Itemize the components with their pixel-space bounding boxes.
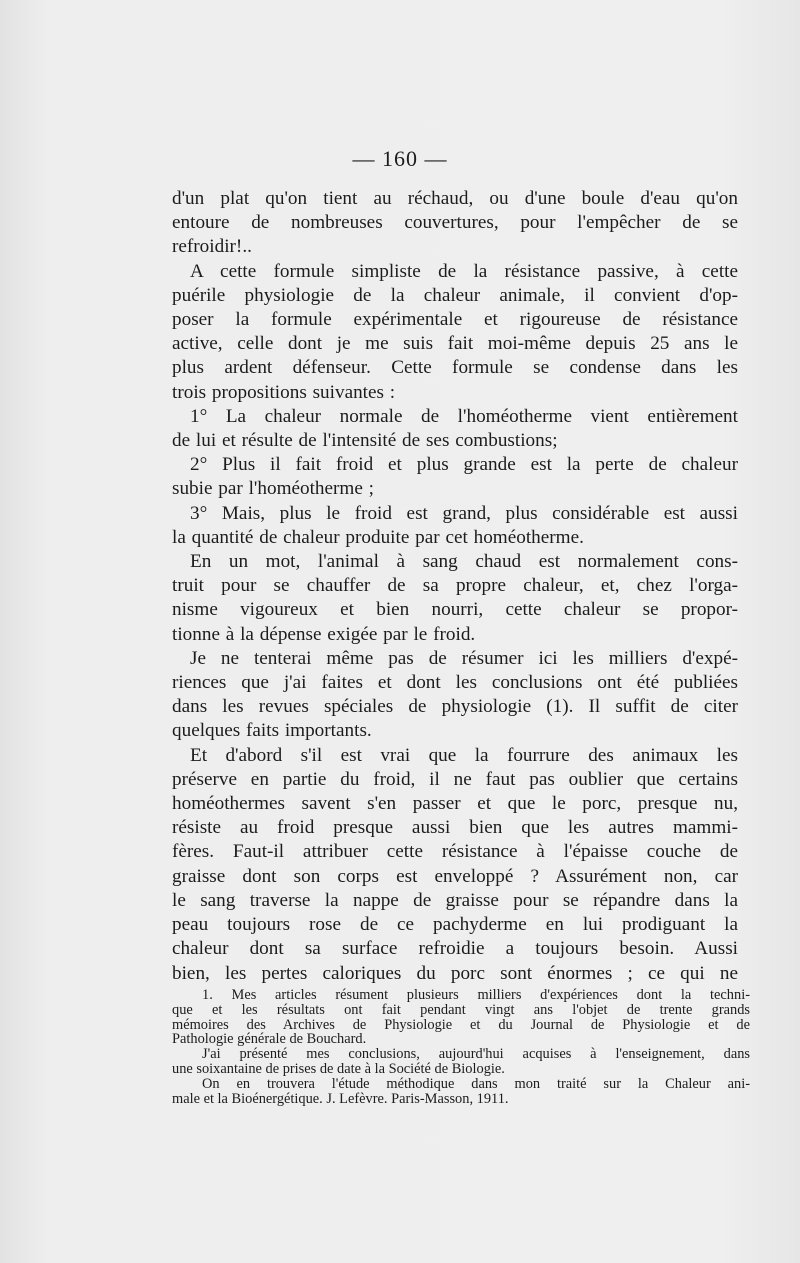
- text-line: graisse dont son corps est enveloppé ? Assurément non, car: [172, 865, 738, 887]
- text-line: homéothermes savent s'en passer et que le porc, presque nu,: [172, 793, 738, 815]
- text-line: 1° La chaleur normale de l'homéotherme vient entièrement: [190, 405, 738, 427]
- text-line: nisme vigoureux et bien nourri, cette chaleur se propor-: [172, 599, 738, 621]
- body-text: [172, 187, 738, 986]
- page-number: — 160 —: [352, 146, 448, 171]
- text-line: le sang traverse la nappe de graisse pour se répandre dans la: [172, 889, 738, 911]
- text-line: puérile physiologie de la chaleur animale, il convient d'op-: [172, 284, 738, 306]
- text-line: résiste au froid presque aussi bien que les autres mammi-: [172, 817, 738, 839]
- text-line: chaleur dont sa surface refroidie a toujours besoin. Aussi: [172, 938, 738, 960]
- text-line: dans les revues spéciales de physiologie (1). Il suffit de citer: [172, 696, 738, 718]
- text-line: refroidir!..: [172, 236, 252, 258]
- text-line: riences que j'ai faites et dont les conclusions ont été publiées: [172, 672, 738, 694]
- text-line: active, celle dont je me suis fait moi-même depuis 25 ans le: [172, 333, 738, 355]
- text-line: de lui et résulte de l'intensité de ses combustions;: [172, 430, 558, 452]
- text-line: peau toujours rose de ce pachyderme en lui prodiguant la: [172, 914, 738, 936]
- text-line: la quantité de chaleur produite par cet homéotherme.: [172, 526, 584, 548]
- text-line: entoure de nombreuses couvertures, pour l'empêcher de se: [172, 212, 738, 234]
- text-line: subie par l'homéotherme ;: [172, 478, 375, 500]
- text-line: truit pour se chauffer de sa propre chaleur, et, chez l'orga-: [172, 575, 738, 597]
- footnote-line: male et la Bioénergétique. J. Lefèvre. Paris-Masson, 1911.: [172, 1090, 509, 1107]
- footnote-line: une soixantaine de prises de date à la Société de Biologie.: [172, 1060, 505, 1077]
- text-line: bien, les pertes caloriques du porc sont énormes ; ce qui ne: [172, 962, 738, 984]
- text-line: plus ardent défenseur. Cette formule se condense dans les: [172, 357, 738, 379]
- footnote-line: que et les résultats ont fait pendant vingt ans l'objet de trente grands: [172, 1001, 750, 1018]
- text-line: A cette formule simpliste de la résistance passive, à cette: [190, 260, 738, 282]
- text-line: fères. Faut-il attribuer cette résistance à l'épaisse couche de: [172, 841, 738, 863]
- footnote-line: Pathologie générale de Bouchard.: [172, 1031, 367, 1048]
- text-line: quelques faits importants.: [172, 720, 372, 742]
- text-line: En un mot, l'animal à sang chaud est normalement cons-: [190, 551, 738, 573]
- text-line: poser la formule expérimentale et rigoureuse de résistance: [172, 309, 738, 331]
- text-line: Je ne tenterai même pas de résumer ici les milliers d'expé-: [190, 647, 738, 669]
- footnote-line: J'ai présenté mes conclusions, aujourd'hui acquises à l'enseignement, dans: [202, 1046, 750, 1063]
- footnotes: [172, 987, 750, 1107]
- text-line: tionne à la dépense exigée par le froid.: [172, 623, 476, 645]
- text-line: préserve en partie du froid, il ne faut pas oublier que certains: [172, 768, 738, 790]
- footnote-line: On en trouvera l'étude méthodique dans mon traité sur la Chaleur ani-: [202, 1075, 750, 1092]
- text-line: 2° Plus il fait froid et plus grande est la perte de chaleur: [190, 454, 738, 476]
- footnote-line: mémoires des Archives de Physiologie et du Journal de Physiologie et de: [172, 1016, 750, 1033]
- text-line: Et d'abord s'il est vrai que la fourrure des animaux les: [190, 744, 738, 766]
- text-line: d'un plat qu'on tient au réchaud, ou d'une boule d'eau qu'on: [172, 188, 738, 209]
- text-line: trois propositions suivantes :: [172, 381, 396, 403]
- footnote-line: 1. Mes articles résument plusieurs milliers d'expériences dont la techni-: [202, 987, 750, 1003]
- text-line: 3° Mais, plus le froid est grand, plus considérable est aussi: [190, 502, 738, 524]
